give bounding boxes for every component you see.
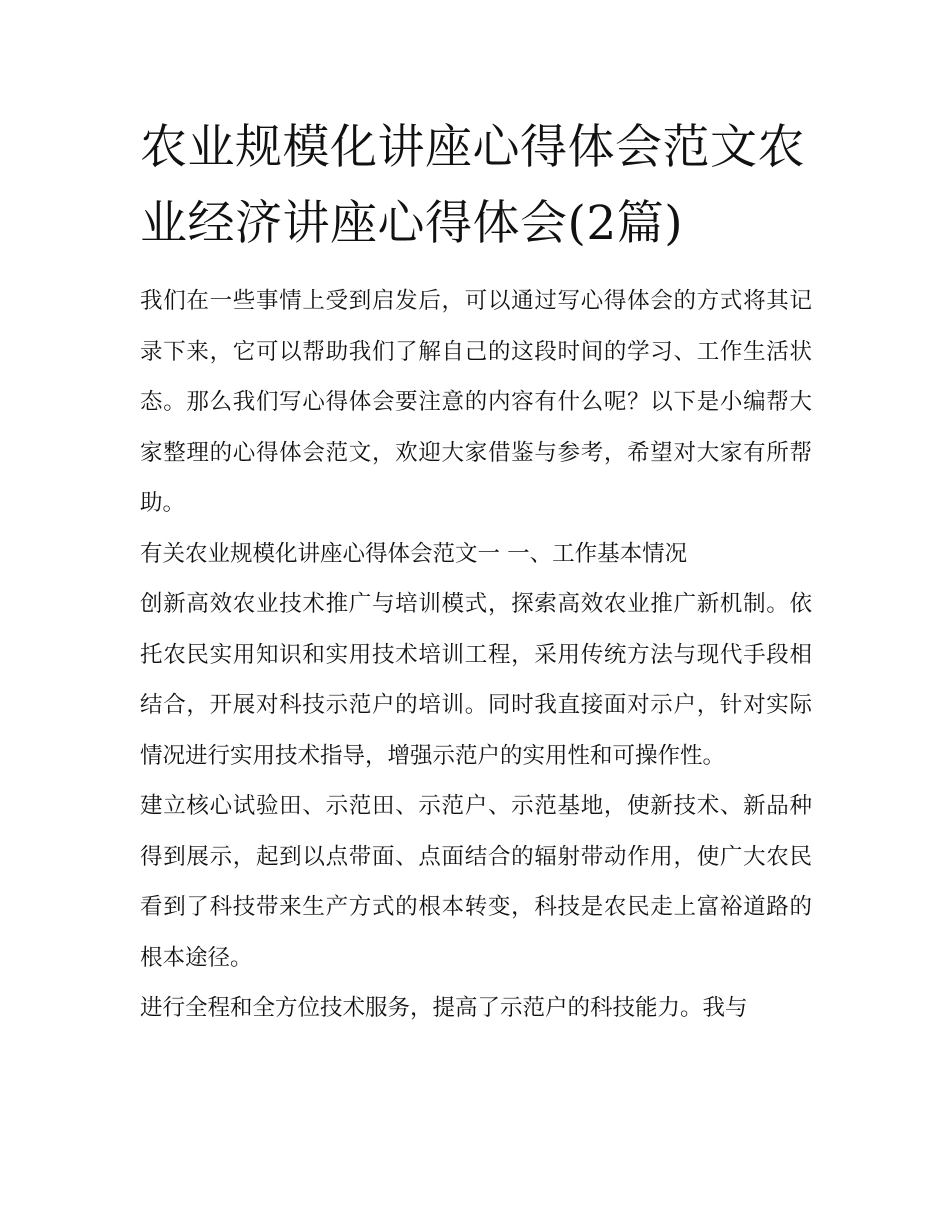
body-paragraph: 创新高效农业技术推广与培训模式，探索高效农业推广新机制。依托农民实用知识和实用技术培训工程，采用传统方法与现代手段相结合，开展对科技示范户的培训。同时我直接面对示户，针对实际情况进行实用技术指导，增强示范户的实用性和可操作性。 <box>140 591 812 769</box>
intro-paragraph: 我们在一些事情上受到启发后，可以通过写心得体会的方式将其记录下来，它可以帮助我们了解自己的这段时间的学习、工作生活状态。那么我们写心得体会要注意的内容有什么呢？以下是小编帮大家整理的心得体会范文，欢迎大家借鉴与参考，希望对大家有所帮助。 <box>140 288 812 516</box>
body-paragraph: 建立核心试验田、示范田、示范户、示范基地，使新技术、新品种得到展示，起到以点带面、点面结合的辐射带动作用，使广大农民看到了科技带来生产方式的根本转变，科技是农民走上富裕道路的根本途径。 <box>140 793 812 971</box>
document-title: 农业规模化讲座心得体会范文农业经济讲座心得体会(2篇) <box>140 120 805 251</box>
section-heading: 有关农业规模化讲座心得体会范文一 一、工作基本情况 <box>140 540 688 567</box>
document-page <box>140 110 812 1034</box>
body-paragraph: 进行全程和全方位技术服务，提高了示范户的科技能力。我与 <box>140 995 748 1021</box>
